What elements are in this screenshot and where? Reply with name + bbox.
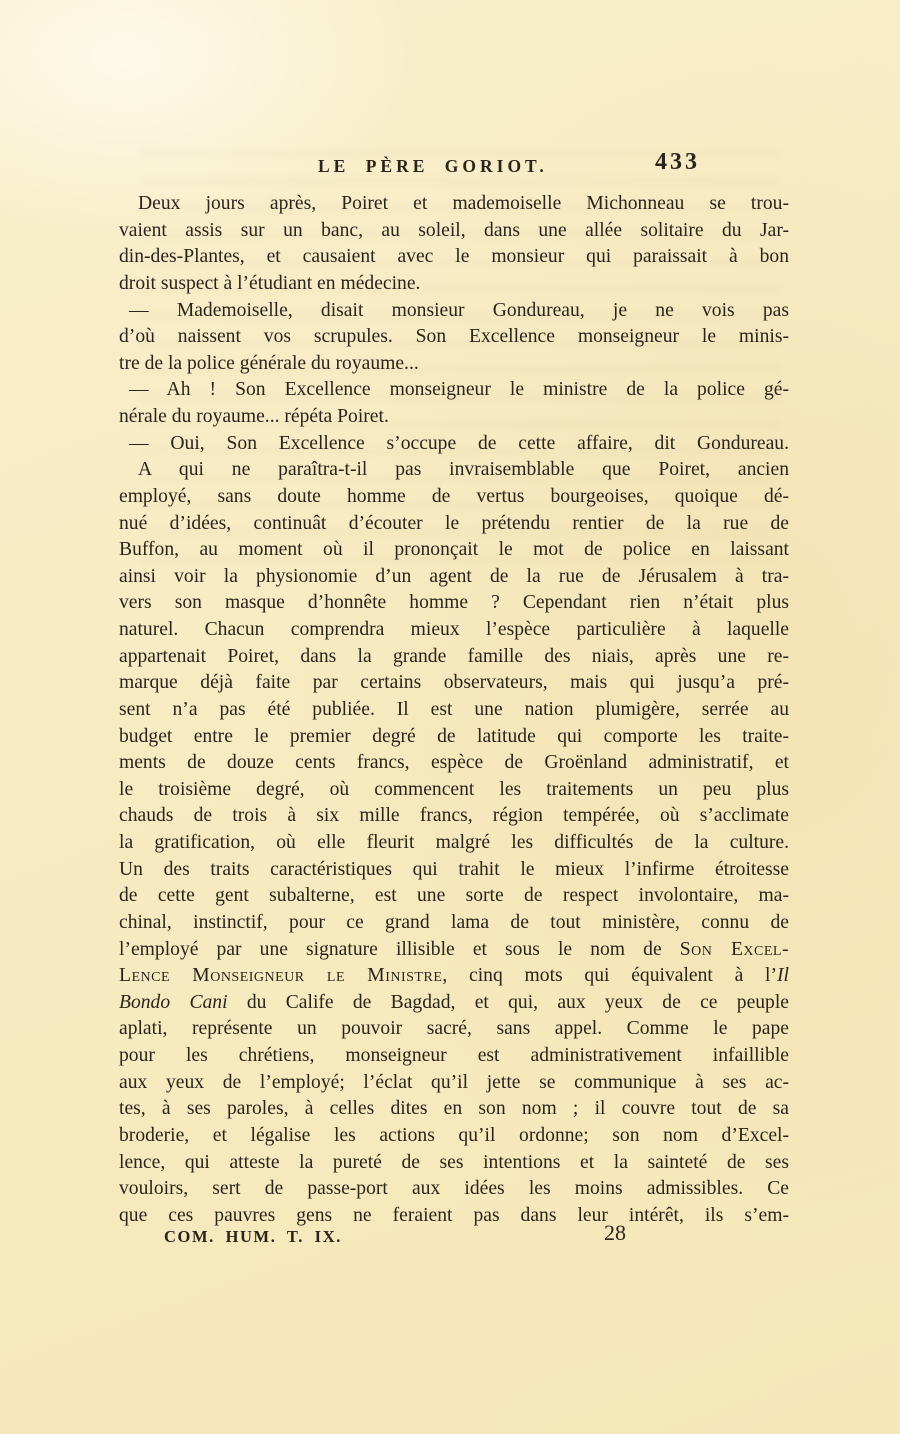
text-segment: l’employé par une signature illisible et sous le nom de bbox=[119, 938, 680, 960]
text-line: vers son masque d’honnête homme ? Cependant rien n’était plus bbox=[119, 592, 789, 614]
paragraph bbox=[119, 298, 789, 378]
italic-text: Bondo Cani bbox=[119, 991, 228, 1013]
text-line: le troisième degré, où commencent les traitements un peu plus bbox=[119, 778, 789, 800]
text-line bbox=[119, 963, 789, 990]
text-line: sent n’a pas été publiée. Il est une nation plumigère, serrée au bbox=[119, 698, 789, 720]
text-line: aplati, représente un pouvoir sacré, sans appel. Comme le pape bbox=[119, 1018, 789, 1040]
text-line: A qui ne paraîtra-t-il pas invraisemblable que Poiret, ancien bbox=[138, 459, 789, 481]
text-line: tre de la police générale du royaume... bbox=[119, 352, 419, 374]
text-line: ments de douze cents francs, espèce de Groënland administratif, et bbox=[119, 752, 789, 774]
paragraph bbox=[119, 457, 789, 1229]
text-line bbox=[119, 937, 789, 964]
text-line: — Ah ! Son Excellence monseigneur le ministre de la police gé- bbox=[129, 379, 789, 401]
italic-text: Il bbox=[777, 965, 789, 987]
text-line: nérale du royaume... répéta Poiret. bbox=[119, 406, 389, 427]
text-line: employé, sans doute homme de vertus bourgeoises, quoique dé- bbox=[119, 485, 789, 507]
text-line: appartenait Poiret, dans la grande famille des niais, après une re- bbox=[119, 645, 789, 667]
text-segment: du Calife de Bagdad, et qui, aux yeux de ce peuple bbox=[227, 991, 789, 1013]
text-line: Deux jours après, Poiret et mademoiselle Michonneau se trou- bbox=[138, 193, 789, 214]
text-line: ainsi voir la physionomie d’un agent de la rue de Jérusalem à tra- bbox=[119, 565, 789, 587]
text-line: chauds de trois à six mille francs, région tempérée, où s’acclimate bbox=[119, 805, 789, 827]
text-line: de cette gent subalterne, est une sorte de respect involontaire, ma- bbox=[119, 885, 789, 907]
text-line: lence, qui atteste la pureté de ses intentions et la sainteté de ses bbox=[119, 1151, 789, 1173]
text-line: tes, à ses paroles, à celles dites en son nom ; il couvre tout de sa bbox=[119, 1098, 789, 1120]
paragraph bbox=[119, 377, 789, 430]
small-caps-text: Lence Monseigneur le Ministre bbox=[119, 965, 443, 987]
text-line: vouloirs, sert de passe-port aux idées les moins admissibles. Ce bbox=[119, 1178, 789, 1200]
text-line: din-des-Plantes, et causaient avec le monsieur qui paraissait à bon bbox=[119, 246, 789, 268]
text-line: — Oui, Son Excellence s’occupe de cette affaire, dit Gondureau. bbox=[129, 432, 789, 454]
footer-sheet-number: 28 bbox=[604, 1220, 626, 1245]
text-line: marque déjà faite par certains observateurs, mais qui jusqu’a pré- bbox=[119, 672, 789, 694]
body-text bbox=[119, 191, 789, 1229]
text-line: la gratification, où elle fleurit malgré les difficultés de la culture. bbox=[119, 832, 789, 853]
page-number: 433 bbox=[655, 149, 700, 175]
text-line: d’où naissent vos scrupules. Son Excellence monseigneur le minis- bbox=[119, 326, 789, 348]
text-line bbox=[119, 990, 789, 1017]
text-line: — Mademoiselle, disait monsieur Gondureau, je ne vois pas bbox=[129, 299, 789, 321]
footer-signature: COM. HUM. T. IX. bbox=[164, 1227, 342, 1246]
text-line: budget entre le premier degré de latitude qui comporte les traite- bbox=[119, 725, 789, 747]
text-segment: , cinq mots qui équivalent à l’ bbox=[442, 965, 778, 987]
text-line: aux yeux de l’employé; l’éclat qu’il jette se communique à ses ac- bbox=[119, 1071, 789, 1093]
paragraph bbox=[119, 431, 789, 458]
running-head-title: LE PÈRE GORIOT. bbox=[318, 156, 548, 176]
text-line: vaient assis sur un banc, au soleil, dans une allée solitaire du Jar- bbox=[119, 219, 789, 241]
small-caps-text: Son Excel- bbox=[679, 938, 789, 960]
text-line: chinal, instinctif, pour ce grand lama de tout ministère, connu de bbox=[119, 911, 789, 933]
text-line: que ces pauvres gens ne feraient pas dans leur intérêt, ils s’em- bbox=[119, 1204, 789, 1226]
text-line: Un des traits caractéristiques qui trahit le mieux l’infirme étroitesse bbox=[119, 858, 789, 880]
text-line: broderie, et légalise les actions qu’il ordonne; son nom d’Excel- bbox=[119, 1124, 789, 1146]
text-line: pour les chrétiens, monseigneur est administrativement infaillible bbox=[119, 1045, 789, 1066]
text-line: Buffon, au moment où il prononçait le mot de police en laissant bbox=[119, 539, 789, 561]
text-line: nué d’idées, continuât d’écouter le prétendu rentier de la rue de bbox=[119, 512, 789, 534]
text-line: droit suspect à l’étudiant en médecine. bbox=[119, 272, 421, 294]
paragraph bbox=[119, 191, 789, 298]
text-line: naturel. Chacun comprendra mieux l’espèce particulière à laquelle bbox=[119, 619, 789, 640]
